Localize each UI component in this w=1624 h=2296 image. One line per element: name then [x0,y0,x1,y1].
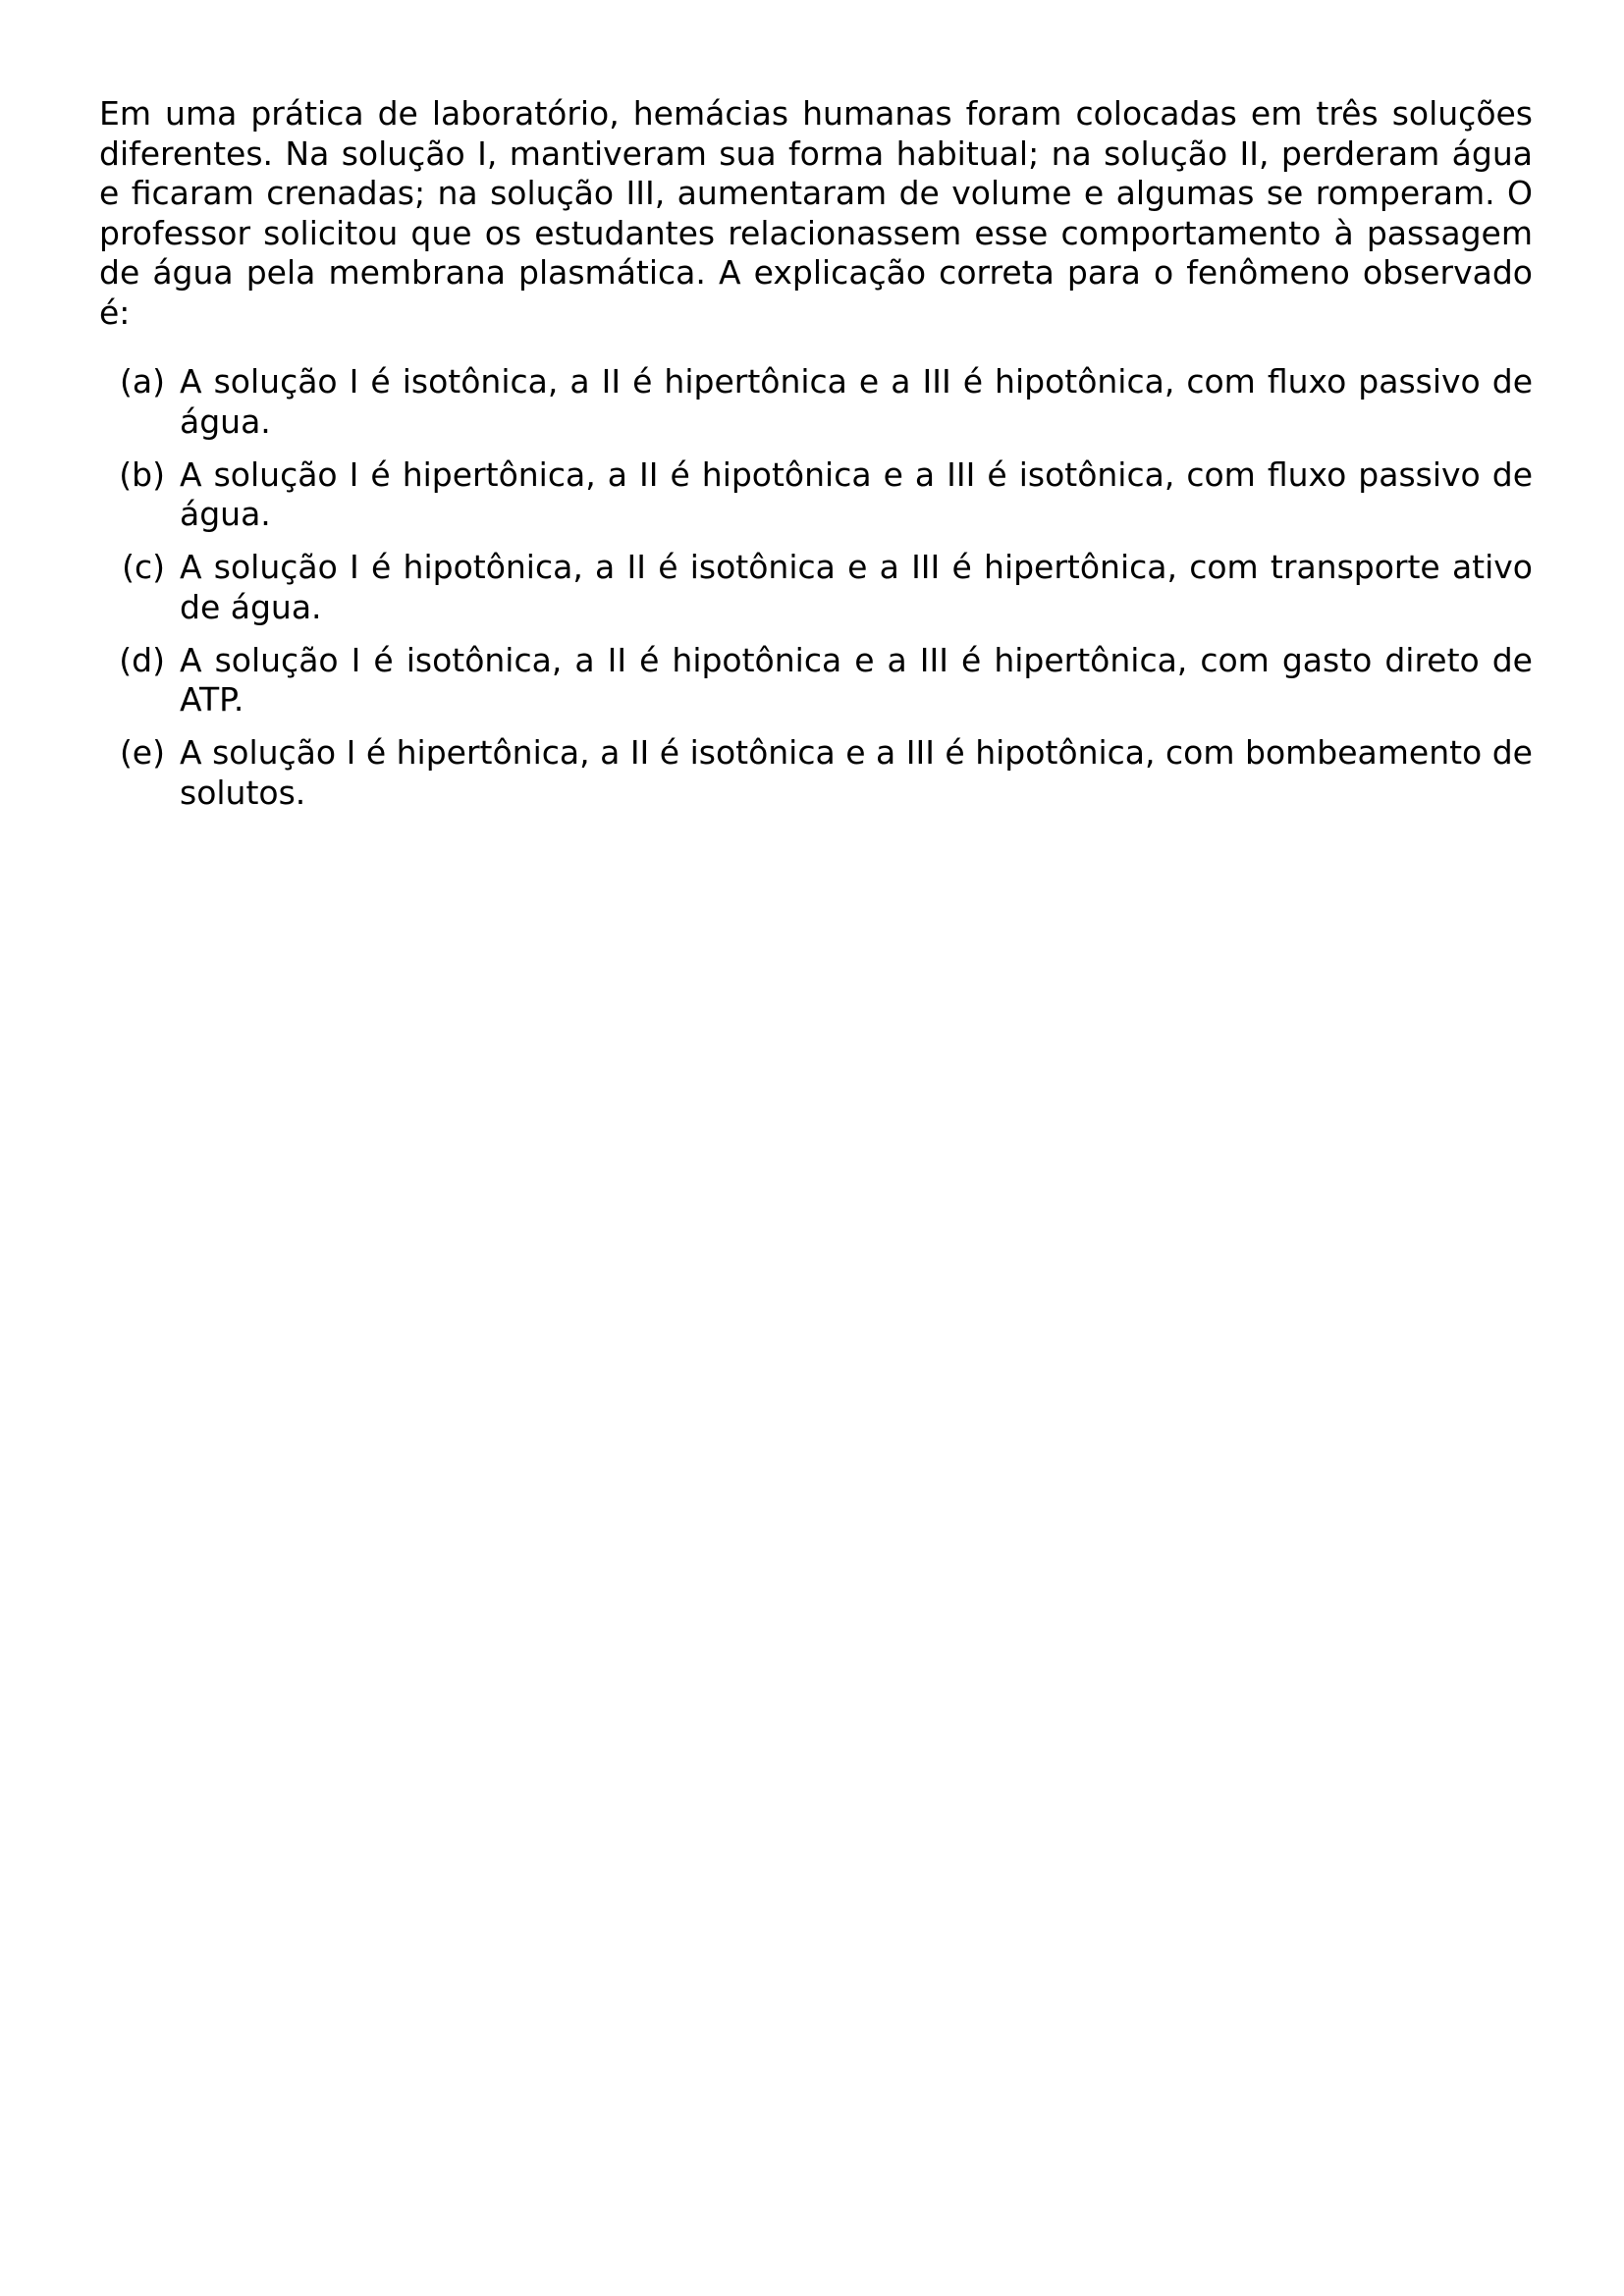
option-text: A solução I é isotônica, a II é hipertônica e a III é hipotônica, com fluxo passivo de água. [180,362,1533,441]
option-text: A solução I é isotônica, a II é hipotônica e a III é hipertônica, com gasto direto de ATP. [180,640,1533,719]
option-text: A solução I é hipertônica, a II é hipotônica e a III é isotônica, com fluxo passivo de água. [180,454,1533,533]
option-letter: (a) [120,362,165,400]
option-letter: (b) [119,454,165,494]
document-page [99,94,1533,827]
option-text: A solução I é hipertônica, a II é isotônica e a III é hipotônica, com bombeamento de solutos. [180,733,1533,812]
option-letter: (e) [119,733,165,772]
option-c [99,548,1533,627]
option-b [99,455,1533,535]
answer-options [99,362,1533,813]
option-text: A solução I é hipotônica, a II é isotônica e a III é hipertônica, com transporte ativo de água. [180,548,1533,626]
option-letter: (c) [122,548,165,586]
question-text: Em uma prática de laboratório, hemácias humanas foram colocadas em três soluções diferentes. Na solução I, mantiveram sua forma habitual; na solução II, perderam água e ficaram crenadas; na solução III, aumentaram de volume e algumas se romperam. O professor solicitou que os estudantes relacionassem esse comportamento à passagem de água pela membrana plasmática. A explicação correta para o fenômeno observado é: [99,94,1533,332]
option-letter: (d) [119,640,165,679]
option-e [99,733,1533,813]
option-a [99,362,1533,442]
option-d [99,641,1533,721]
